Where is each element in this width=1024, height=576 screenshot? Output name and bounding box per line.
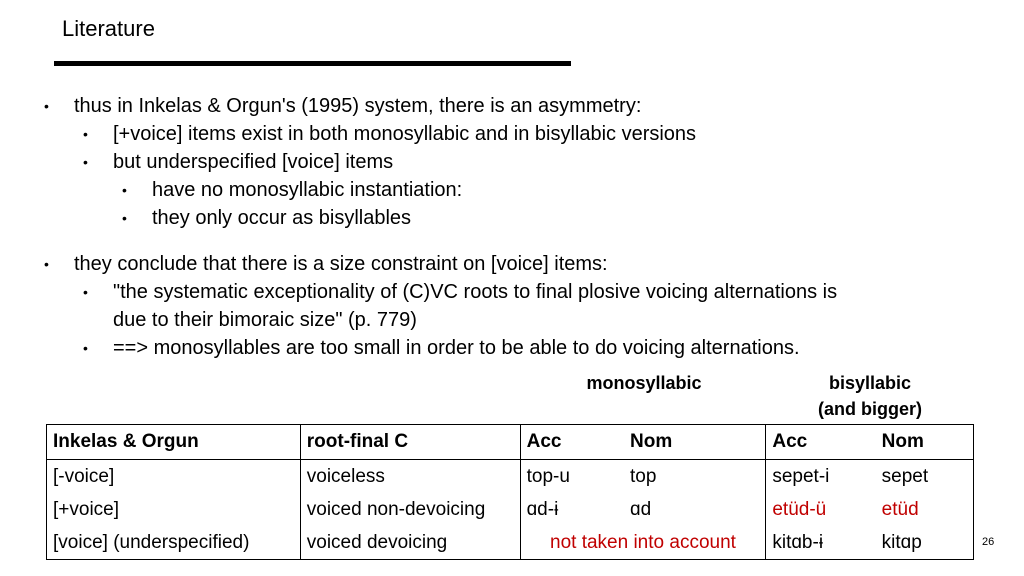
bullet-dot: •: [83, 126, 88, 142]
table-cell: etüd-ü: [766, 493, 876, 526]
table-cell: top: [630, 465, 657, 487]
table-cell: ɑd-ɨ: [520, 493, 624, 526]
table-header-row: [47, 425, 974, 460]
table-cell: voiced devoicing: [300, 526, 520, 560]
bullet-1: • thus in Inkelas & Orgun's (1995) system, there is an asymmetry:: [74, 92, 641, 120]
bigger-header: (and bigger): [818, 399, 922, 419]
bullet-1-2: • but underspecified [voice] items: [113, 148, 393, 176]
bullet-dot: •: [122, 182, 127, 198]
bullet-1-2-1: • have no monosyllabic instantiation:: [152, 176, 462, 204]
table-cell: [voice] (underspecified): [53, 531, 250, 553]
not-taken-into-account-note: not taken into account: [520, 526, 766, 560]
table-cell: kitɑb-ɨ: [766, 526, 876, 560]
header-cell: Nom: [624, 425, 766, 460]
table-cell: kitɑp: [881, 531, 922, 553]
header-cell: Acc: [520, 425, 624, 460]
table-cell: voiced non-devoicing: [300, 493, 520, 526]
table-cell: etüd: [881, 498, 919, 520]
voicing-table: [46, 424, 974, 560]
bullet-dot: •: [44, 256, 49, 272]
bullet-2-2: • ==> monosyllables are too small in order to be able to do voicing alternations.: [113, 334, 800, 362]
header-cell: Acc: [766, 425, 876, 460]
table-row: [47, 493, 974, 526]
monosyllabic-header: monosyllabic: [586, 373, 702, 393]
page-number: 26: [982, 536, 995, 548]
table-cell: sepet-i: [766, 460, 876, 494]
table-cell: [+voice]: [53, 498, 120, 520]
bullet-dot: •: [44, 98, 49, 114]
table-cell: [-voice]: [53, 465, 115, 487]
table-cell: sepet: [881, 465, 929, 487]
bullet-2-1-cont: due to their bimoraic size" (p. 779): [113, 309, 417, 331]
bullet-dot: •: [83, 340, 88, 356]
table-row: [47, 460, 974, 494]
table-row: [47, 526, 974, 560]
bisyllabic-header: bisyllabic: [828, 373, 912, 393]
table-cell: top-u: [520, 460, 624, 494]
bullet-dot: •: [122, 210, 127, 226]
bullet-1-2-2: • they only occur as bisyllables: [152, 204, 411, 232]
bullet-1-1: • [+voice] items exist in both monosyllabic and in bisyllabic versions: [113, 120, 696, 148]
header-cell: Nom: [876, 425, 974, 460]
table-cell: ɑd: [630, 498, 652, 520]
bullet-2: • they conclude that there is a size constraint on [voice] items:: [74, 250, 608, 278]
bullet-dot: •: [83, 284, 88, 300]
table-cell: voiceless: [300, 460, 520, 494]
title-underline: [54, 61, 571, 66]
bullet-2-1: • "the systematic exceptionality of (C)VC roots to final plosive voicing alternations is: [113, 278, 837, 306]
slide-title: Literature: [62, 16, 155, 41]
bullet-dot: •: [83, 154, 88, 170]
header-cell: Inkelas & Orgun: [47, 425, 301, 460]
header-cell: root-final C: [300, 425, 520, 460]
